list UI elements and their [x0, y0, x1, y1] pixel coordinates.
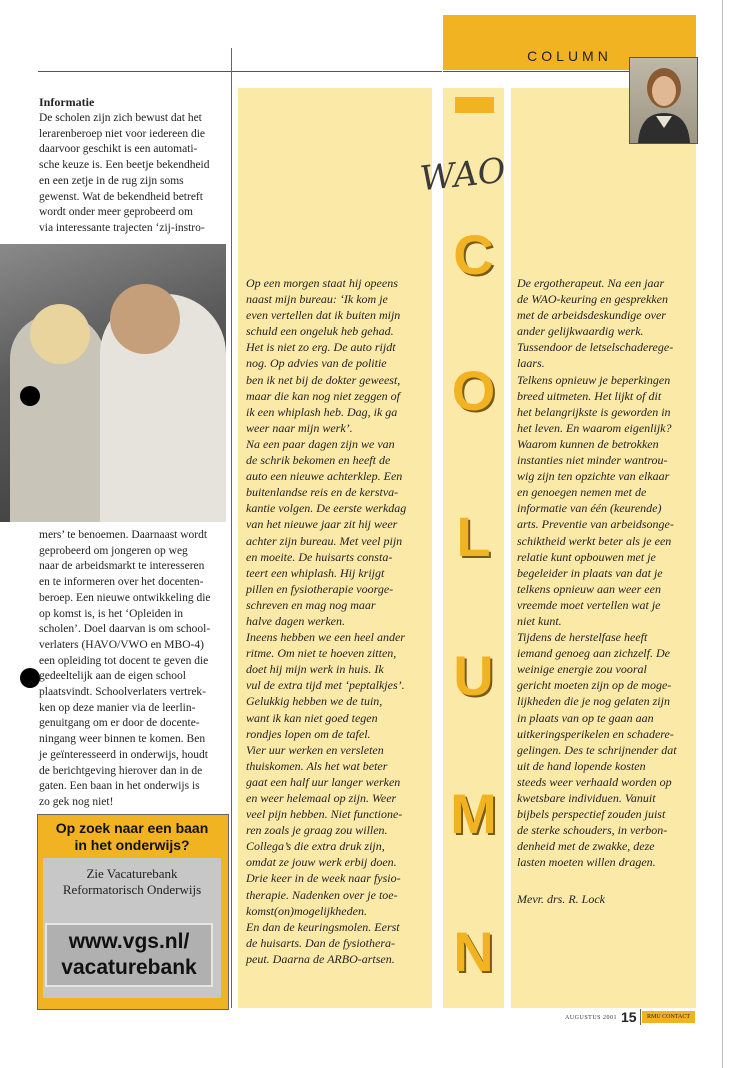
ad-subtext: Zie Vacaturebank Reformatorisch Onderwijs [62, 866, 202, 897]
top-rule-left [38, 71, 442, 72]
footer-date: AUGUSTUS 2001 [565, 1015, 618, 1021]
info-heading: Informatie [39, 95, 95, 109]
column-letter-u: U [453, 644, 494, 707]
column-letter-n: N [453, 920, 494, 983]
magazine-name: RMU CONTACT [642, 1011, 695, 1023]
column-letter-m: M [450, 782, 497, 845]
ad-url-link[interactable]: www.vgs.nl/ vacaturebank [45, 923, 213, 987]
middle-accent-bar [455, 97, 494, 113]
info-text-top: De scholen zijn zich bewust dat het lerarenberoep niet voor iedereen die daarvoor geschikt is een automati- sche keuze is. Een beetje bekendheid en een zetje in de rug zijn soms gewenst. Wat de bekendheid betreft wordt onder meer geprobeerd om via interessante trajecten ‘zij-instro- [39, 112, 210, 234]
column-letter-o: O [451, 359, 496, 422]
column-letter-l: L [456, 505, 491, 568]
handwritten-title: WAO [418, 150, 508, 200]
info-text-bottom: mers’ te benoemen. Daarnaast wordt geprobeerd om jongeren op weg naar de arbeidsmarkt te interesseren en te informeren over het docenten- beroep. Een nieuwe ontwikkeling die op komst is, is het ‘Opleiden in scholen’. Doel daarvan is om school- verlaters (HAVO/VWO en MBO-4) een opleiding tot docent te geven die gedeeltelijk aan de eigen school plaatsvindt. Schoolverlaters vertrek- ken op deze manier via de leerlin- genuitgang om er door de docente- ningang weer binnen te komen. Ben je geïnteresseerd in onderwijs, houdt de berichtgeving hierover dan in de gaten. Een baan in het onderwijs is zo gek nog niet! [39, 529, 211, 808]
column-text-left: Op een morgen staat hij opeens naast mijn bureau: ‘Ik kom je even vertellen dat ik buiten mijn schuld een ongeluk heb gehad. Het is niet zo erg. De auto rijdt nog. Op advies van de politie ben ik net bij de dokter geweest, maar die kan nog niet zeggen of ik een whiplash heb. Dag, ik ga weer naar mijn werk’. Na een paar dagen zijn we van de schrik bekomen en heeft de auto een nieuwe achterklep. Een buitenlandse reis en de kerstva- kantie volgen. De eerste werkdag van het nieuwe jaar zit hij weer achter zijn bureau. Met veel pijn en moeite. De huisarts consta- teert een whiplash. Hij krijgt pillen en fysiotherapie voorge- schreven en mag nog maar halve dagen werken. Ineens hebben we een heel ander ritme. Om niet te hoeven zitten, doet hij mijn werk in huis. Ik vul de extra tijd met ‘peptalkjes’. Gelukkig hebben we de tuin, want ik kan niet goed tegen rondjes lopen om de tafel. Vier uur werken en versleten thuiskomen. Als het wat beter gaat een half uur langer werken en weer helemaal op zijn. Weer veel pijn hebben. Niet functione- ren zoals je graag zou willen. Collega’s die extra druk zijn, omdat ze jouw werk erbij doen. Drie keer in de week naar fysio- therapie. Nadenken over je toe- komst(on)mogelijkheden. En dan de keuringsmolen. Eerst de huisarts. Dan de fysiothera- peut. Daarna de ARBO-artsen. [246, 276, 407, 966]
footer-divider [640, 1009, 641, 1025]
column-signature: Mevr. drs. R. Lock [517, 892, 605, 906]
page-number: 15 [621, 1009, 637, 1025]
column-letter-c: C [453, 223, 494, 286]
page-edge [722, 0, 723, 1068]
column-text-right: De ergotherapeut. Na een jaar de WAO-keuring en gesprekken met de arbeidsdeskundige over ander gelijkwaardig werk. Tussendoor de letselschaderege- laars. Telkens opnieuw je beperkingen breed uitmeten. Het lijkt of dit het belangrijkste is geworden in het leven. En waarom eigenlijk? Waarom kunnen de betrokken instanties niet minder wantrou- wig zijn ten opzichte van elkaar en genoegen nemen met de informatie van één (keurende) arts. Preventie van arbeidsonge- schiktheid werkt beter als je een relatie kunt opbouwen met je begeleider in plaats van dat je telkens opnieuw aan weer een vreemde moet vertellen wat je niet kunt. Tijdens de herstelfase heeft iemand genoeg aan zichzelf. De weinige energie zou vooral gericht moeten zijn op de moge- lijkheden die je nog gelaten zijn in plaats van op te gaan aan uitkeringsperikelen en schadere- gelingen. Des te schrijnender dat uit de hand lopende kosten steeds weer verhaald worden op kwetsbare individuen. Vanuit bijbels perspectief zouden juist de sterke schouders, in verbon- denheid met de zwakke, deze lasten moeten willen dragen. [517, 276, 677, 870]
punch-hole-top [20, 386, 40, 406]
article-photo [0, 244, 226, 522]
ad-headline: Op zoek naar een baan in het onderwijs? [55, 820, 209, 853]
column-header-label: COLUMN [527, 48, 612, 64]
punch-hole-bottom [20, 668, 40, 688]
column-divider [231, 48, 232, 1008]
author-photo [629, 57, 698, 144]
